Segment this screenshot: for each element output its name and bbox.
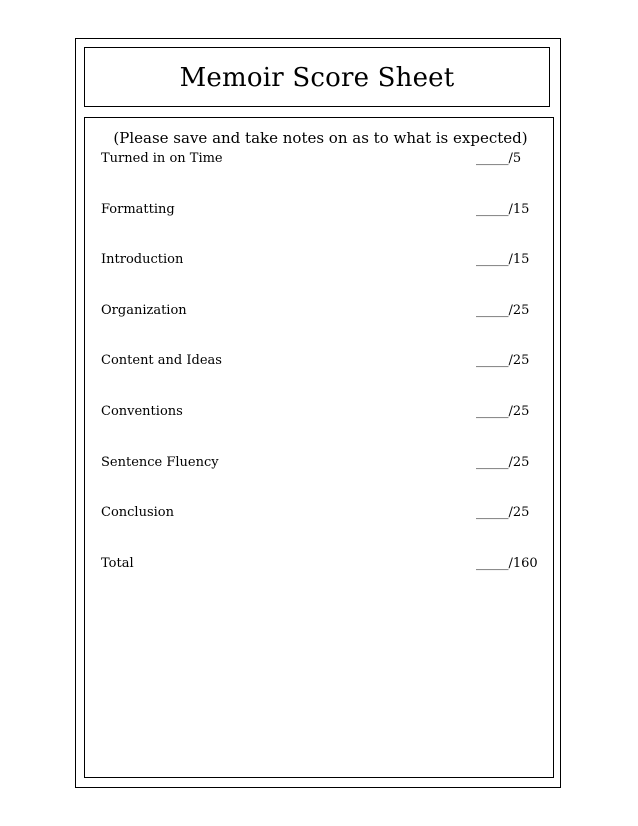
score-row-content-ideas <box>101 353 541 371</box>
score-row-formatting <box>101 202 541 220</box>
criterion-label: Formatting <box>101 202 175 217</box>
score-blank: _____/25 <box>476 353 530 368</box>
score-row-turned-in <box>101 151 541 169</box>
score-row-introduction <box>101 252 541 270</box>
score-row-organization <box>101 303 541 321</box>
score-row-conclusion <box>101 505 541 523</box>
instructions-text: (Please save and take notes on as to what is expected) <box>113 129 528 147</box>
criterion-label: Conclusion <box>101 505 174 520</box>
score-blank: _____/25 <box>476 505 530 520</box>
score-blank: _____/15 <box>476 202 530 217</box>
score-row-sentence-fluency <box>101 455 541 473</box>
score-row-total <box>101 556 541 574</box>
page-title: Memoir Score Sheet <box>179 63 455 93</box>
criterion-label: Introduction <box>101 252 184 267</box>
score-blank: _____/25 <box>476 404 530 419</box>
title-box <box>84 47 550 107</box>
score-blank: _____/25 <box>476 303 530 318</box>
score-blank: _____/25 <box>476 455 530 470</box>
score-row-conventions <box>101 404 541 422</box>
total-label: Total <box>101 556 134 571</box>
score-blank: _____/5 <box>476 151 522 166</box>
criterion-label: Turned in on Time <box>101 151 223 166</box>
total-score-blank: _____/160 <box>476 556 538 571</box>
criterion-label: Sentence Fluency <box>101 455 219 470</box>
criterion-label: Organization <box>101 303 187 318</box>
criterion-label: Conventions <box>101 404 183 419</box>
criterion-label: Content and Ideas <box>101 353 222 368</box>
score-blank: _____/15 <box>476 252 530 267</box>
